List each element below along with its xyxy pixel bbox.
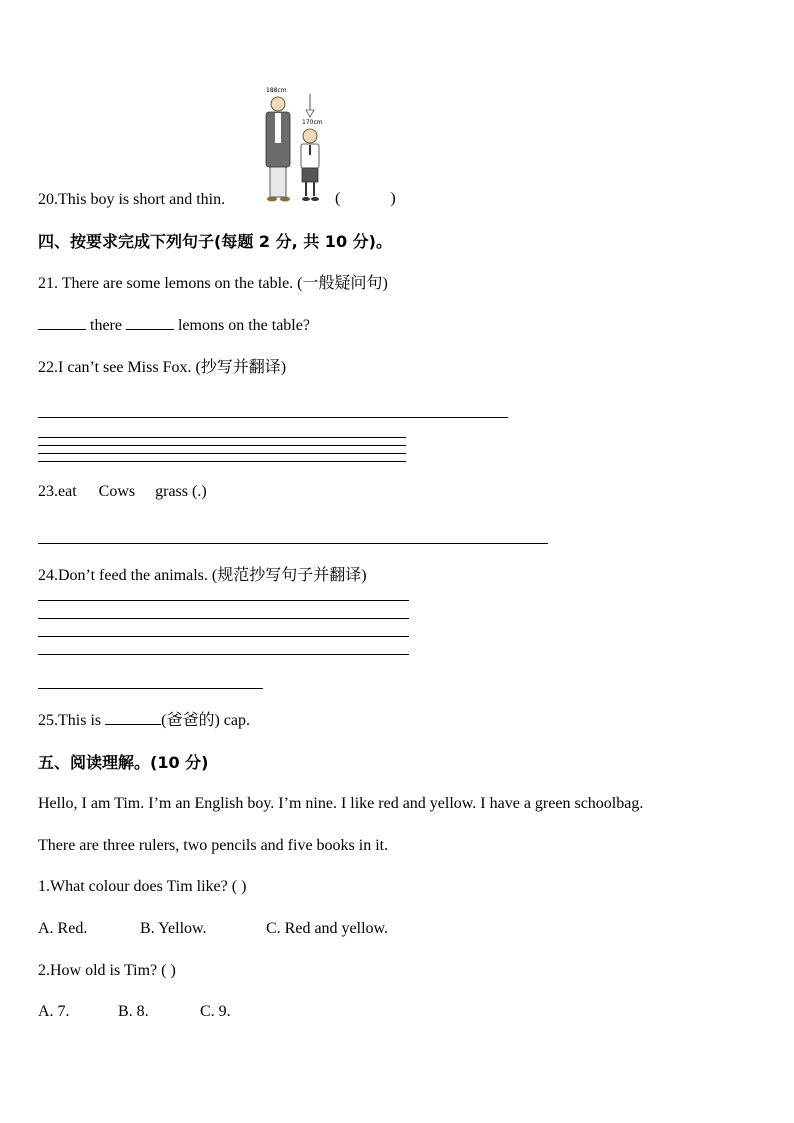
passage-line-1: Hello, I am Tim. I’m an English boy. I’m nine. I like red and yellow. I have a green schoolbag. <box>38 795 644 812</box>
section-5-title: 五、阅读理解。(10 分) <box>38 753 209 772</box>
question-23-word1: 23.eat <box>38 483 77 500</box>
answer-21-word1: there <box>90 317 122 334</box>
blank-25[interactable] <box>105 723 161 725</box>
question-23-word2: Cows <box>98 483 136 500</box>
reading-q1-option-a[interactable]: A. Red. <box>38 920 88 937</box>
man-shoe-left <box>267 197 277 202</box>
man-legs <box>270 167 286 197</box>
blank-21-1[interactable] <box>38 328 86 330</box>
answer-line-24-2[interactable] <box>38 618 409 619</box>
man-shoe-right <box>280 197 290 202</box>
answer-line-24-4[interactable] <box>38 654 409 655</box>
question-21-answer <box>38 318 310 334</box>
reading-q2-option-c[interactable]: C. 9. <box>200 1003 231 1020</box>
answer-line-24-5[interactable] <box>38 688 263 689</box>
answer-line-22-3[interactable] <box>38 445 406 446</box>
question-23-word3: grass (.) <box>155 483 207 500</box>
question-20-answer-parens[interactable] <box>335 191 396 207</box>
answer-line-24-3[interactable] <box>38 636 409 637</box>
passage-line-2: There are three rulers, two pencils and five books in it. <box>38 837 389 854</box>
question-21: 21. There are some lemons on the table. (一般疑问句) <box>38 275 388 292</box>
blank-21-2[interactable] <box>126 328 174 330</box>
question-24: 24.Don’t feed the animals. (规范抄写句子并翻译) <box>38 567 367 584</box>
paren-open: ( <box>335 190 341 207</box>
short-height-label: 170cm <box>302 119 323 126</box>
answer-line-22-5[interactable] <box>38 461 406 462</box>
reading-q2-option-a[interactable]: A. 7. <box>38 1003 70 1020</box>
question-25-pre: 25.This is <box>38 712 102 729</box>
height-arrow-head <box>306 110 314 117</box>
question-22: 22.I can’t see Miss Fox. (抄写并翻译) <box>38 359 287 376</box>
reading-question-1: 1.What colour does Tim like? ( ) <box>38 878 247 895</box>
answer-line-22-2[interactable] <box>38 437 406 438</box>
reading-q1-option-b[interactable]: B. Yellow. <box>140 920 207 937</box>
paren-close: ) <box>390 190 396 207</box>
answer-line-24-1[interactable] <box>38 600 409 601</box>
answer-line-22-4[interactable] <box>38 453 406 454</box>
question-20 <box>38 192 225 208</box>
boy-shoe-right <box>311 197 319 201</box>
reading-q2-option-b[interactable]: B. 8. <box>118 1003 149 1020</box>
boy-tie <box>309 145 311 155</box>
boy-shoe-left <box>302 197 310 201</box>
question-25-post: (爸爸的) cap. <box>161 712 250 729</box>
answer-line-22-1[interactable] <box>38 417 508 418</box>
boy-head <box>303 129 317 143</box>
answer-line-23[interactable] <box>38 543 548 544</box>
boy-shorts <box>302 168 318 182</box>
reading-q1-option-c[interactable]: C. Red and yellow. <box>266 920 389 937</box>
question-23 <box>38 484 207 500</box>
tall-height-label: 188cm <box>266 87 287 94</box>
section-4-title: 四、按要求完成下列句子(每题 2 分, 共 10 分)。 <box>38 232 392 251</box>
reading-question-2: 2.How old is Tim? ( ) <box>38 962 176 979</box>
question-25 <box>38 713 250 729</box>
man-shirt <box>275 113 281 143</box>
question-20-text: 20.This boy is short and thin. <box>38 191 226 208</box>
answer-21-word2: lemons on the table? <box>177 317 310 334</box>
